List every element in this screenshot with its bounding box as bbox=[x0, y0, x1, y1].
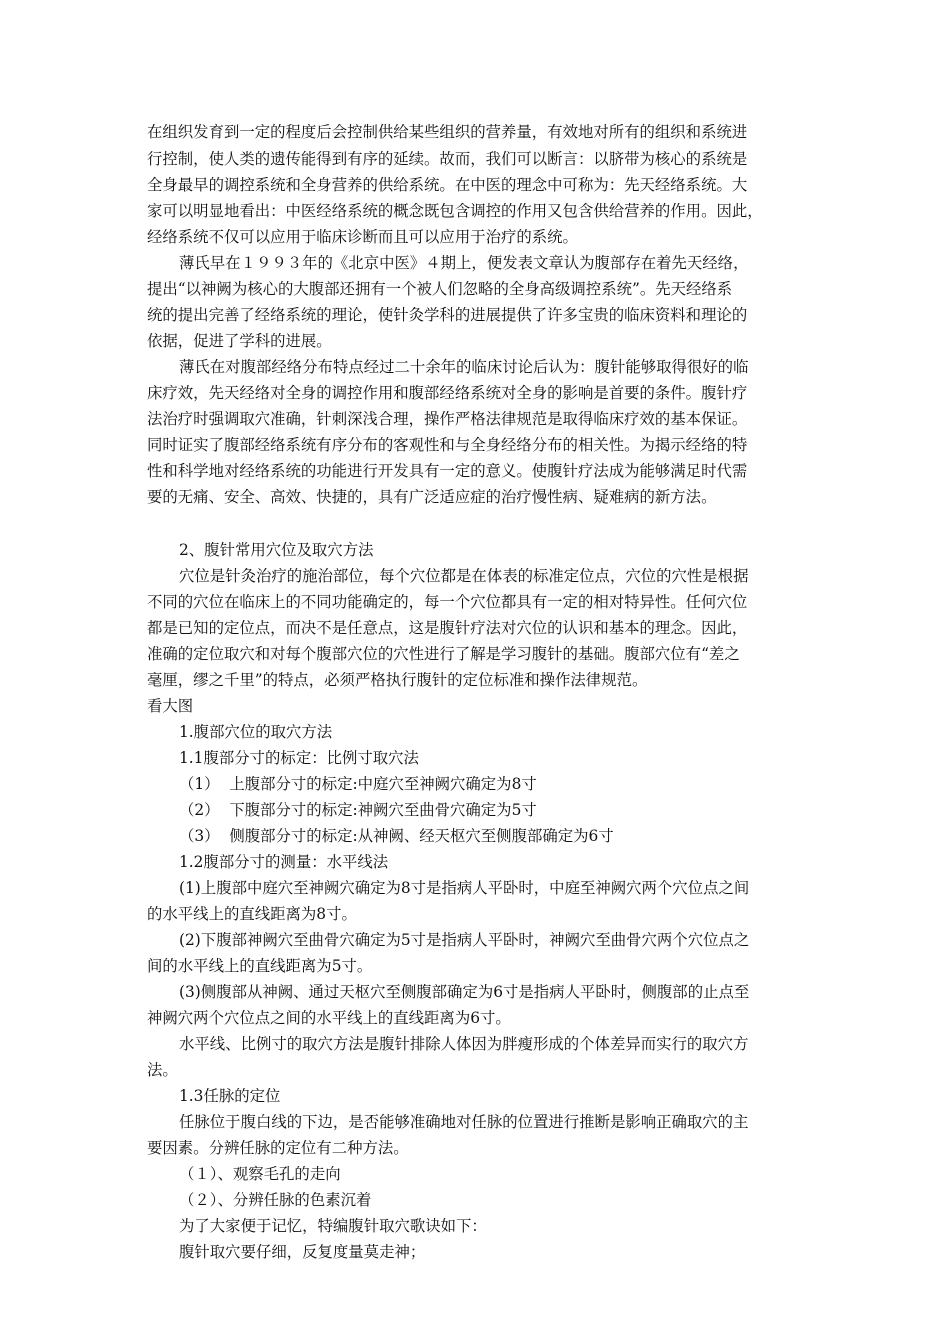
list-item: （１）、观察毛孔的走向 bbox=[179, 1165, 341, 1183]
subsection-heading: 1.腹部穴位的取穴方法 bbox=[179, 723, 333, 741]
text-line: 提出“以神阙为核心的大腹部还拥有一个被人们忽略的全身高级调控系统”。先天经络系 bbox=[147, 280, 733, 298]
text-line: 性和科学地对经络系统的功能进行开发具有一定的意义。使腹针疗法成为能够满足时代需 bbox=[147, 462, 748, 480]
text-line: 全身最早的调控系统和全身营养的供给系统。在中医的理念中可称为：先天经络系统。大 bbox=[147, 176, 748, 194]
text-line: 依据，促进了学科的进展。 bbox=[147, 332, 332, 350]
text-line: 为了大家便于记忆，特编腹针取穴歌诀如下： bbox=[179, 1217, 487, 1235]
text-line: 不同的穴位在临床上的不同功能确定的，每一个穴位都具有一定的相对特异性。任何穴位 bbox=[147, 593, 748, 611]
text-line: 薄氏早在１９９３年的《北京中医》４期上，便发表文章认为腹部存在着先天经络， bbox=[179, 254, 749, 272]
text-line: 准确的定位取穴和对每个腹部穴位的穴性进行了解是学习腹针的基础。腹部穴位有“差之 bbox=[147, 645, 740, 663]
text-line: 要的无痛、安全、高效、快捷的，具有广泛适应症的治疗慢性病、疑难病的新方法。 bbox=[147, 488, 717, 506]
text-line: 毫厘，缪之千里”的特点，必须严格执行腹针的定位标准和操作法律规范。 bbox=[147, 671, 648, 689]
text-line: 间的水平线上的直线距离为5寸。 bbox=[147, 957, 373, 975]
list-item: （1） 上腹部分寸的标定:中庭穴至神阙穴确定为8寸 bbox=[179, 775, 537, 793]
list-item: （２）、分辨任脉的色素沉着 bbox=[179, 1191, 372, 1209]
list-item: （3） 侧腹部分寸的标定:从神阙、经天枢穴至侧腹部确定为6寸 bbox=[179, 827, 614, 845]
text-line: 神阙穴两个穴位点之间的水平线上的直线距离为6寸。 bbox=[147, 1009, 511, 1027]
text-line: 法治疗时强调取穴准确，针刺深浅合理，操作严格法律规范是取得临床疗效的基本保证。 bbox=[147, 410, 748, 428]
text-line: 要因素。分辨任脉的定位有二种方法。 bbox=[147, 1139, 409, 1157]
text-line: 薄氏在对腹部经络分布特点经过二十余年的临床讨论后认为：腹针能够取得很好的临 bbox=[179, 358, 749, 376]
text-line: (3)侧腹部从神阙、通过天枢穴至侧腹部确定为6寸是指病人平卧时，侧腹部的止点至 bbox=[179, 983, 750, 1001]
text-line: 穴位是针灸治疗的施治部位，每个穴位都是在体表的标准定位点，穴位的穴性是根据 bbox=[179, 567, 749, 585]
subsection-heading: 1.1腹部分寸的标定：比例寸取穴法 bbox=[179, 749, 419, 767]
text-line: 都是已知的定位点，而决不是任意点，这是腹针疗法对穴位的认识和基本的理念。因此， bbox=[147, 619, 748, 637]
text-line: 行控制，使人类的遗传能得到有序的延续。故而，我们可以断言：以脐带为核心的系统是 bbox=[147, 150, 748, 168]
view-large-image-link[interactable]: 看大图 bbox=[147, 697, 194, 715]
text-line: 腹针取穴要仔细，反复度量莫走神； bbox=[179, 1243, 426, 1261]
text-line: 法。 bbox=[147, 1061, 178, 1079]
text-line: 床疗效，先天经络对全身的调控作用和腹部经络系统对全身的影响是首要的条件。腹针疗 bbox=[147, 384, 748, 402]
text-line: 统的提出完善了经络系统的理论，使针灸学科的进展提供了许多宝贵的临床资料和理论的 bbox=[147, 306, 748, 324]
subsection-heading: 1.3任脉的定位 bbox=[179, 1087, 281, 1105]
text-line: 水平线、比例寸的取穴方法是腹针排除人体因为胖瘦形成的个体差异而实行的取穴方 bbox=[179, 1035, 749, 1053]
text-line: 任脉位于腹白线的下边，是否能够准确地对任脉的位置进行推断是影响正确取穴的主 bbox=[179, 1113, 749, 1131]
text-line: 的水平线上的直线距离为8寸。 bbox=[147, 905, 357, 923]
section-heading: 2、腹针常用穴位及取穴方法 bbox=[179, 541, 374, 559]
text-line: 家可以明显地看出：中医经络系统的概念既包含调控的作用又包含供给营养的作用。因此， bbox=[147, 202, 763, 220]
text-line: (2)下腹部神阙穴至曲骨穴确定为5寸是指病人平卧时，神阙穴至曲骨穴两个穴位点之 bbox=[179, 931, 750, 949]
text-line: 在组织发育到一定的程度后会控制供给某些组织的营养量，有效地对所有的组织和系统进 bbox=[147, 123, 748, 141]
text-line: 经络系统不仅可以应用于临床诊断而且可以应用于治疗的系统。 bbox=[147, 228, 578, 246]
subsection-heading: 1.2腹部分寸的测量：水平线法 bbox=[179, 853, 389, 871]
list-item: （2） 下腹部分寸的标定:神阙穴至曲骨穴确定为5寸 bbox=[179, 801, 537, 819]
text-line: (1)上腹部中庭穴至神阙穴确定为8寸是指病人平卧时，中庭至神阙穴两个穴位点之间 bbox=[179, 879, 750, 897]
text-line: 同时证实了腹部经络系统有序分布的客观性和与全身经络分布的相关性。为揭示经络的特 bbox=[147, 436, 748, 454]
